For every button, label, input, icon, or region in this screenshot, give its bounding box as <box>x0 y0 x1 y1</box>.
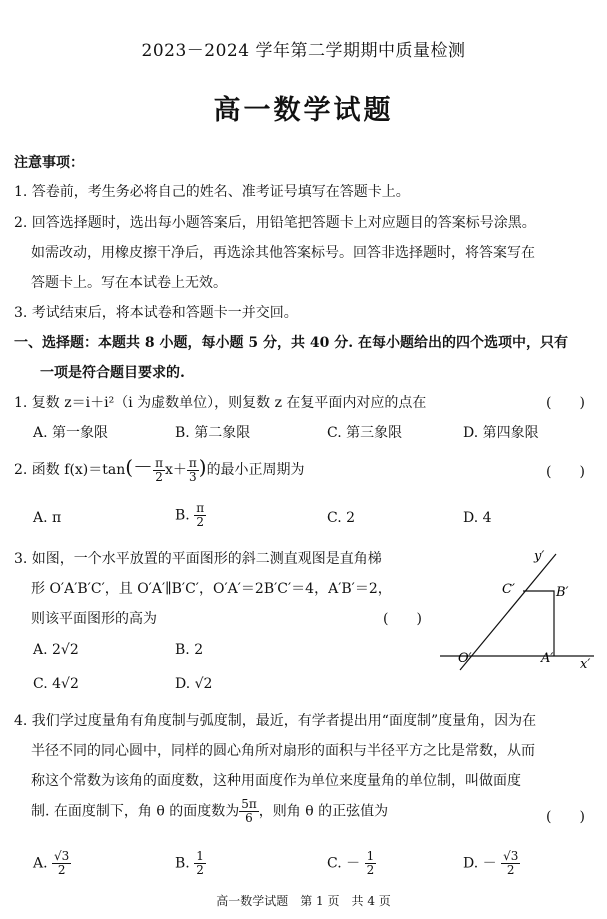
label-c: C′ <box>502 582 515 597</box>
question-1-option-c: C. 第三象限 <box>327 425 403 441</box>
question-1-option-d: D. 第四象限 <box>463 425 539 441</box>
fraction-denominator: 2 <box>366 863 375 877</box>
note-item-2-line-1: 2. 回答选择题时，选出每小题答案后，用铅笔把答题卡上对应题目的答案标号涂黑。 <box>14 215 536 231</box>
fraction-numerator: π <box>188 455 197 470</box>
exam-title: 2023－2024 学年第二学期期中质量检测 <box>141 41 466 61</box>
question-1-option-b: B. 第二象限 <box>175 425 251 441</box>
question-2-mid: x＋ <box>164 462 187 478</box>
fraction-numerator: √3 <box>503 849 519 863</box>
question-4-option-d <box>463 850 520 877</box>
question-1-option-a: A. 第一象限 <box>33 425 109 441</box>
fraction-denominator: 6 <box>245 811 253 825</box>
subject-title: 高一数学试题 <box>213 95 394 126</box>
option-c-fraction <box>365 850 377 877</box>
label-o: O′ <box>458 651 472 666</box>
fraction-denominator: 2 <box>196 863 204 877</box>
question-3-option-d: D. √2 <box>175 676 213 692</box>
note-item-1: 1. 答卷前，考生务必将自己的姓名、准考证号填写在答题卡上。 <box>14 184 410 200</box>
note-item-3: 3. 考试结束后，将本试卷和答题卡一并交回。 <box>14 305 298 321</box>
fraction-numerator: √3 <box>54 849 70 863</box>
question-1-answer-paren: ( ) <box>546 395 585 411</box>
question-4-answer-paren: ( ) <box>546 809 585 825</box>
question-4-line-3: 称这个常数为该角的面度数，这种用面度作为单位来度量角的单位制，叫做面度 <box>31 773 521 789</box>
question-3-option-c: C. 4√2 <box>33 676 79 692</box>
question-2-open: (－ <box>125 455 154 479</box>
question-2-text <box>14 451 305 484</box>
fraction-denominator: 2 <box>155 469 163 484</box>
fraction-numerator: 5π <box>241 797 257 811</box>
question-3-option-b: B. 2 <box>175 642 204 658</box>
option-label: A. <box>33 855 48 872</box>
option-label: B. <box>175 507 190 524</box>
fraction-denominator: 2 <box>57 863 66 877</box>
option-b-fraction <box>194 850 206 877</box>
question-4-line-4 <box>31 798 388 825</box>
question-2-suffix: 的最小正周期为 <box>206 462 305 478</box>
trapezoid-figure <box>432 544 600 674</box>
question-2-option-b <box>175 502 206 529</box>
label-y: y′ <box>534 549 545 564</box>
question-4-option-b <box>175 850 206 877</box>
question-4-fraction <box>239 798 259 825</box>
option-label: D. － <box>463 855 497 872</box>
question-4-option-c <box>327 850 376 877</box>
section-heading-line-1: 一、选择题：本题共 8 小题，每小题 5 分，共 40 分. 在每小题给出的四个选项中，只有 <box>14 335 568 351</box>
fraction-denominator: 2 <box>506 863 515 877</box>
question-4-line-1: 4. 我们学过度量角有角度制与弧度制，最近，有学者提出用“面度制”度量角，因为在 <box>14 713 537 729</box>
question-2-fraction-1 <box>153 457 165 484</box>
section-heading-line-2: 一项是符合题目要求的. <box>40 365 185 381</box>
fraction-numerator: π <box>196 501 205 515</box>
label-b: B′ <box>556 585 569 600</box>
option-d-fraction <box>501 850 520 877</box>
option-label: B. <box>175 855 190 872</box>
question-2-option-c: C. 2 <box>327 510 356 526</box>
question-2-prefix: 2. 函数 f(x)＝tan <box>14 462 126 478</box>
fraction-numerator: π <box>155 455 163 470</box>
note-item-2-line-3: 答题卡上。写在本试卷上无效。 <box>31 275 227 291</box>
notes-heading: 注意事项： <box>14 155 84 171</box>
option-b-fraction <box>194 502 206 529</box>
question-4-line-2: 半径不同的同心圆中，同样的圆心角所对扇形的面积与半径平方之比是常数，从而 <box>31 743 535 759</box>
question-2-option-d: D. 4 <box>463 510 492 526</box>
question-2-fraction-2 <box>187 457 199 484</box>
question-3-line-2: 形 O′A′B′C′，且 O′A′∥B′C′，O′A′＝2B′C′＝4，A′B′＝2， <box>31 581 392 597</box>
question-2-answer-paren: ( ) <box>546 464 585 480</box>
question-3-line-3: 则该平面图形的高为 <box>31 611 157 627</box>
question-2-option-a: A. π <box>33 510 62 526</box>
fraction-numerator: 1 <box>366 849 375 863</box>
option-label: C. － <box>327 855 361 872</box>
trapezoid-edges <box>523 591 554 656</box>
label-x: x′ <box>580 657 591 672</box>
page-footer: 高一数学试题 第 1 页 共 4 页 <box>216 894 391 908</box>
question-3-line-1: 3. 如图，一个水平放置的平面图形的斜二测直观图是直角梯 <box>14 551 382 567</box>
label-a: A′ <box>541 651 554 666</box>
question-4-line-4-prefix: 制. 在面度制下，角 θ 的面度数为 <box>31 803 240 820</box>
option-a-fraction <box>52 850 71 877</box>
question-3-answer-paren: ( ) <box>383 611 422 627</box>
question-4-line-4-suffix: ，则角 θ 的正弦值为 <box>258 803 389 820</box>
question-3-option-a: A. 2√2 <box>33 642 79 658</box>
question-4-option-a <box>33 850 71 877</box>
note-item-2-line-2: 如需改动，用橡皮擦干净后，再选涂其他答案标号。回答非选择题时，将答案写在 <box>31 245 535 261</box>
fraction-denominator: 2 <box>196 515 204 529</box>
fraction-numerator: 1 <box>196 849 204 863</box>
question-2-close: ) <box>198 455 207 479</box>
question-1-text: 1. 复数 z＝i＋i²（i 为虚数单位），则复数 z 在复平面内对应的点在 <box>14 395 427 411</box>
fraction-denominator: 3 <box>188 469 197 484</box>
